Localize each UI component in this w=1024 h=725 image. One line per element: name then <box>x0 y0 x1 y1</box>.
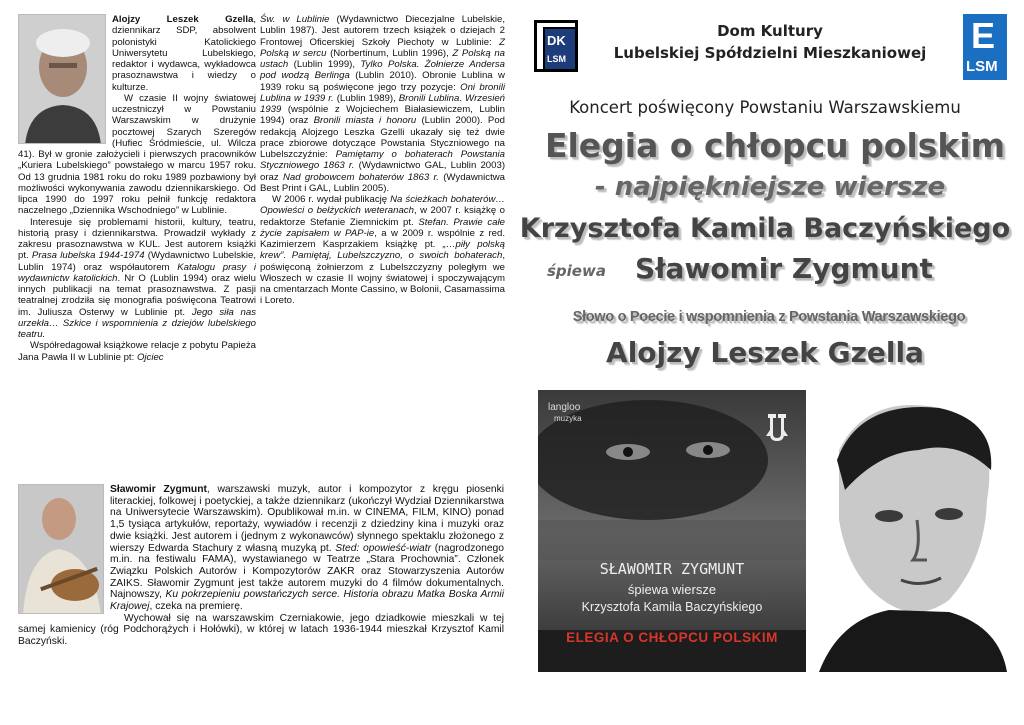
dk-lsm-logo: DK LSM <box>534 20 578 72</box>
lsm-logo: E LSM <box>963 14 1007 80</box>
subtitle: Koncert poświęcony Powstaniu Warszawskiemu <box>569 98 961 117</box>
gzella-bio-column-2: Św. w Lublinie (Wydawnictwo Diecezjalne Lubelskie, Lublin 1987). Jest autorem trzech książek o dziejach 2 Frontowej Oficerskiej Szkoły Piechoty w Lublinie: Z Polską w sercu (Norbertinum, Lublin 1996), Z Polską na ustach (Lublin 1999), Tylko Polska. Żołnierze Andersa pod wodzą Berlinga (Lublin 2010). Obronie Lublina w 1939 roku są poświęcone jego trzy pozycje: Oni bronili Lublina w 1939 r. (Lublin 1989), Bronili Lublina. Wrzesień 1939 (wspólnie z Wojciechem Białasiewiczem, Lublin 1994) oraz Bronili miasta i honoru (Lublin 2000). Pod redakcją Alojzego Leszka Gzelli ukazały się też dwie prace zbiorowe dotyczące Powstania Styczniowego na Lubelszczyźnie: Pamiętamy o bohaterach Powstania Styczniowego 1863 r. (Wydawnictwo GAL, Lublin 2003) oraz Nad grobowcem bohaterów 1863 r. (Wydawnictwa Best Print i GAL, Lublin 2005). W 2006 r. wydał publikację Na ścieżkach bohaterów… Opowieści o bełżyckich weteranach, w 2007 r. książkę o redaktorze Stefanie Ziemnickim pt. Stefan. Prawie całe życie zapisałem w PAP-ie, a w 2009 r. wspólnie z red. Kazimierzem Kasprzakiem książkę pt. „…piły polską krew”. Pamiętaj, Lubelszczyzno, o swoich bohaterach, poświęconą żołnierzom z Lubelszczyzny poległym we Włoszech w czasie II wojny światowej i spoczywającym na cmentarzach Monte Cassino, w Bolonii, Casamassima i Loreto. <box>260 14 506 307</box>
gzella-bio: Alojzy Leszek Gzella, dziennikarz SDP, absolwent polonistyki Katolickiego Uniwersytetu Lubelskiego, redaktor i wydawca, wykładowca prasoznawstwa i wiedzy o kulturze. W czasie II wojny światowej uczestniczył w Powstaniu Warszawskim w drużynie pocztowej Szarych Szeregów (Hufiec Śródmieście, ul. Wilcza 41). Był w gronie założycieli i pierwszych pracowników „Kuriera Lubelskiego” powstałego w marcu 1957 roku. Od 13 grudnia 1981 roku do roku 1989 pozbawiony był możliwości wykonywania zawodu dziennikarskiego. Od lipca 1990 do 1997 roku pełnił funkcję redaktora naczelnego „Dziennika Wschodniego” w Lublinie. Interesuje się problemami historii, kultury, teatru, historią prasy i dziennikarstwa. Prowadził wykłady z zakresu prasoznawstwa w KUL. Jest autorem książki pt. Prasa lubelska 1944-1974 (Wydawnictwo Lubelskie, Lublin 1974) oraz współautorem Katalogu prasy i wydawnictw katolickich. Nr O (Lublin 1994) oraz wielu innych publikacji na temat prasoznawstwa. Z pasji teatralnej zrodziła się monografia poświęcona Teatrowi im. Juliusza Osterwy w Lublinie pt. Jego siła nas urzekła… Szkice i wspomnienia z dziejów lubelskiego teatru. Współredagował książkowe relacje z pobytu Papieża Jana Pawła II w Lublinie pt: Ojciec <box>18 14 257 363</box>
spiewa-label: śpiewa <box>547 262 606 280</box>
gzella-paragraph-2: Interesuje się problemami historii, kultury, teatru, historią prasy i dziennikarstwa. Prowadził wykłady z zakresu prasoznawstwa w KUL. Jest autorem książki pt. Prasa lubelska 1944-1974 (Wydawnictwo Lubelskie, Lublin 1974) oraz współautorem Katalogu prasy i wydawnictw katolickich. Nr O (Lublin 1994) oraz wielu innych publikacji na temat prasoznawstwa. Z pasji teatralnej zrodziła się monografia poświęcona Teatrowi im. Juliusza Osterwy w Lublinie pt. Jego siła nas urzekła… Szkice i wspomnienia z dziejów lubelskiego teatru. <box>18 216 257 340</box>
title-line-1: Elegia o chłopcu polskim <box>544 126 1006 165</box>
gzella-paragraph-1: W czasie II wojny światowej uczestniczył w Powstaniu Warszawskim w drużynie pocztowej Szarych Szeregów (Hufiec Śródmieście, ul. Wilcza 41). Był w gronie założycieli i pierwszych pracowników „Kuriera Lubelskiego” powstałego w marcu 1957 roku. Od 13 grudnia 1981 roku do roku 1989 pozbawiony był możliwości wykonywania zawodu dziennikarskiego. Od lipca 1990 do 1997 roku pełnił funkcję redaktora naczelnego „Dziennika Wschodniego” w Lublinie. <box>18 92 256 217</box>
baczynski-portrait <box>809 390 1007 672</box>
album-line-3: Krzysztofa Kamila Baczyńskiego <box>581 600 763 614</box>
org-line-1: Dom Kultury <box>717 22 823 40</box>
org-name <box>590 22 950 62</box>
label-logo: langloo muzyka <box>548 402 582 423</box>
slowo-line: Słowo o Poecie i wspomnienia z Powstania Warszawskiego <box>572 309 966 325</box>
org-line-2: Lubelskiej Spółdzielni Mieszkaniowej <box>613 44 927 62</box>
album-title: ELEGIA O CHŁOPCU POLSKIM <box>566 630 778 645</box>
performer-name: Sławomir Zygmunt <box>635 252 933 285</box>
title-line-2: - najpiękniejsze wiersze <box>594 172 946 202</box>
gzella-name: Alojzy Leszek Gzella <box>112 14 254 25</box>
kotwica-icon <box>764 410 790 444</box>
zygmunt-name: Sławomir Zygmunt <box>110 484 207 495</box>
zygmunt-bio: Sławomir Zygmunt, warszawski muzyk, autor i kompozytor z kręgu piosenki literackiej, folkowej i poetyckiej, a także dziennikarz (ukończył Wydział Dziennikarstwa na Uniwersytecie Warszawskim). Opublikował m.in. w CINEMA, FILM, KINO) ponad 1,5 tysiąca artykułów, reportaży, wywiadów i recenzji z dziedziny kina i muzyki oraz dwie książki. Jest autorem i (jednym z wykonawców) słynnego spektaklu złożonego z wierszy Edwarda Stachury z własną muzyką pt. Sted: opowieść-wiatr (nagrodzonego m.in. na festiwalu FAMA), wystawianego w Teatrze „Stara Prochownia”. Członek Związku Polskich Autorów i Kompozytorów ZAKR oraz Stowarzyszenia Autorów ZAIKS. Sławomir Zygmunt jest także autorem muzyki do 4 filmów dokumentalnych. Najnowszy, Ku pokrzepieniu powstańczych serce. Historia obrazu Matka Boska Armii Krajowej, czeka na premierę. Wychował się na warszawskim Czerniakowie, jego dziadkowie mieszkali w tej samej kamienicy (róg Podchorążych i Hołówki), w której w latach 1936-1944 mieszkał Krzysztof Kamil Baczyński. <box>18 484 505 648</box>
gzella-paragraph-3: Współredagował książkowe relacje z pobytu Papieża Jana Pawła II w Lublinie pt: Ojciec <box>18 340 256 363</box>
album-cover <box>538 390 806 672</box>
album-artist: SŁAWOMIR ZYGMUNT <box>599 560 745 578</box>
album-line-2: śpiewa wiersze <box>627 582 717 597</box>
speaker-name: Alojzy Leszek Gzella <box>606 336 924 369</box>
title-line-3: Krzysztofa Kamila Baczyńskiego <box>519 213 1011 244</box>
